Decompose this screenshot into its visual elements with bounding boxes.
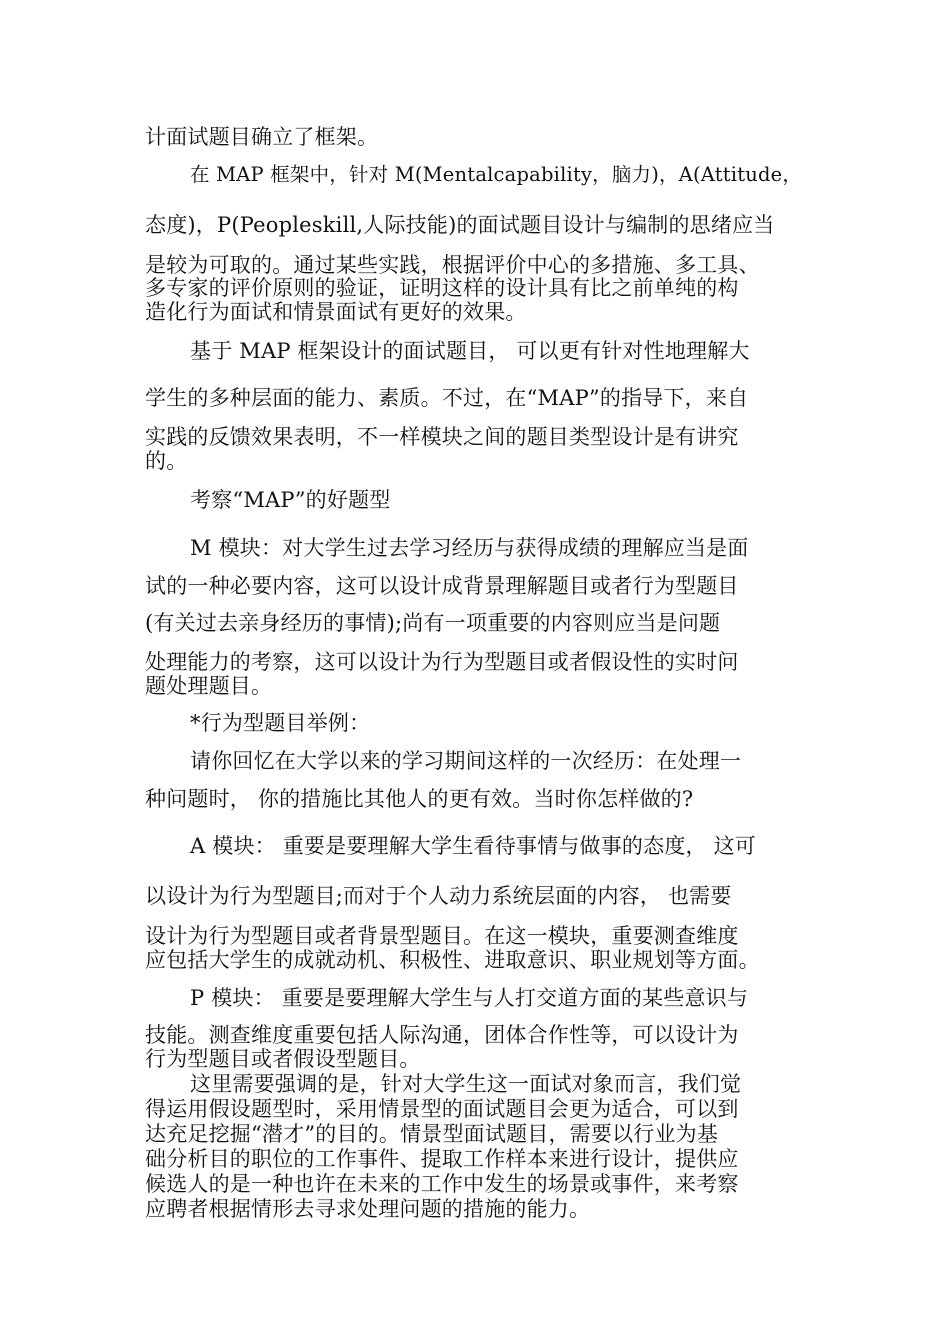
text-line: 础分析目的职位的工作事件、提取工作样本来进行设计，提供应 <box>145 1147 739 1171</box>
text-line: *行为型题目举例： <box>190 711 371 735</box>
text-line: 态度)，P(Peopleskill,人际技能)的面试题目设计与编制的思绪应当 <box>145 213 775 237</box>
text-line: 这里需要强调的是，针对大学生这一面试对象而言，我们觉 <box>190 1072 742 1096</box>
text-line: 种问题时， 你的措施比其他人的更有效。当时你怎样做的? <box>145 787 694 811</box>
text-line: A 模块： 重要是要理解大学生看待事情与做事的态度， 这可 <box>190 834 756 858</box>
text-line: 候选人的是一种也许在未来的工作中发生的场景或事件，来考察 <box>145 1172 739 1196</box>
text-line: 的。 <box>145 449 188 473</box>
text-line: 行为型题目或者假设型题目。 <box>145 1047 421 1071</box>
text-line: 是较为可取的。通过某些实践，根据评价中心的多措施、多工具、 <box>145 253 760 277</box>
text-line: 处理能力的考察，这可以设计为行为型题目或者假设性的实时问 <box>145 650 739 674</box>
text-line: P 模块： 重要是要理解大学生与人打交道方面的某些意识与 <box>190 986 749 1010</box>
text-line: 请你回忆在大学以来的学习期间这样的一次经历：在处理一 <box>190 749 742 773</box>
text-line: 技能。测查维度重要包括人际沟通，团体合作性等，可以设计为 <box>145 1023 739 1047</box>
text-line: 达充足挖掘“潜才”的目的。情景型面试题目，需要以行业为基 <box>145 1122 719 1146</box>
text-line: 设计为行为型题目或者背景型题目。在这一模块，重要测查维度 <box>145 924 739 948</box>
text-line: 试的一种必要内容，这可以设计成背景理解题目或者行为型题目 <box>145 574 739 598</box>
text-line: (有关过去亲身经历的事情);尚有一项重要的内容则应当是问题 <box>145 611 721 635</box>
text-line: 在 MAP 框架中，针对 M(Mentalcapability，脑力)，A(Attitude， <box>190 163 803 186</box>
text-line: 得运用假设题型时，采用情景型的面试题目会更为适合，可以到 <box>145 1097 739 1121</box>
text-line: 应聘者根据情形去寻求处理问题的措施的能力。 <box>145 1197 591 1221</box>
text-line: 基于 MAP 框架设计的面试题目， 可以更有针对性地理解大 <box>190 339 750 363</box>
text-line: 学生的多种层面的能力、素质。不过，在“MAP”的指导下，来自 <box>145 386 749 410</box>
text-line: 实践的反馈效果表明，不一样模块之间的题目类型设计是有讲究 <box>145 425 739 449</box>
text-line: 应包括大学生的成就动机、积极性、进取意识、职业规划等方面。 <box>145 948 760 972</box>
text-line: M 模块：对大学生过去学习经历与获得成绩的理解应当是面 <box>190 536 749 560</box>
text-line: 以设计为行为型题目;而对于个人动力系统层面的内容， 也需要 <box>145 884 732 908</box>
text-line: 造化行为面试和情景面试有更好的效果。 <box>145 300 527 324</box>
text-line: 计面试题目确立了框架。 <box>145 125 379 149</box>
text-line: 多专家的评价原则的验证，证明这样的设计具有比之前单纯的构 <box>145 276 739 300</box>
text-line: 题处理题目。 <box>145 674 273 698</box>
section-heading: 考察“MAP”的好题型 <box>190 488 391 512</box>
